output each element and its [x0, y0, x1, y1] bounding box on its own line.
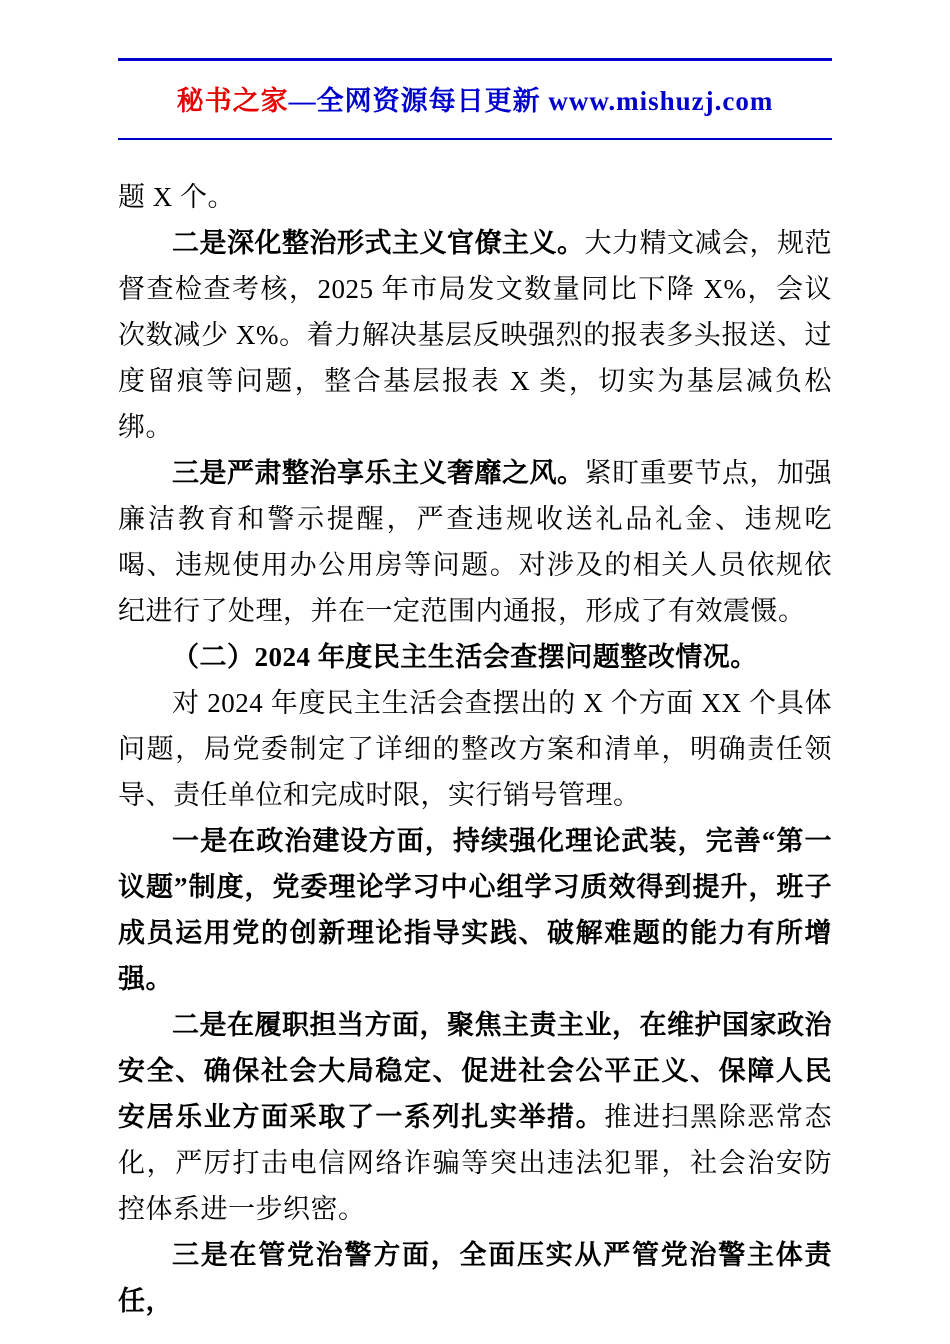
site-url-link[interactable]: www.mishuzj.com — [548, 86, 774, 116]
text-run: 紧盯重要节点，加强廉洁教育和警示提醒，严查违规收送礼品礼金、违规吃喝、违规使用办公用房等问题。对涉及的相关人员依规依纪进行了处理，并在一定范围内通报，形成了有效震慑。 — [118, 458, 832, 626]
paragraph — [118, 220, 832, 450]
bold-text-run: 三是严肃整治享乐主义奢靡之风。 — [172, 458, 585, 488]
document-body — [118, 174, 832, 1324]
bold-text-run: 二是在履职担当方面，聚焦主责主业，在维护国家政治安全、确保社会大局稳定、促进社会公平正义、保障人民安居乐业方面采取了一系列扎实举措。 — [118, 1010, 832, 1132]
paragraph — [118, 174, 832, 220]
bold-text-run: 二是深化整治形式主义官僚主义。 — [172, 228, 585, 258]
text-run: 对 2024 年度民主生活会查摆出的 X 个方面 XX 个具体问题，局党委制定了详细的整改方案和清单，明确责任领导、责任单位和完成时限，实行销号管理。 — [118, 688, 832, 810]
site-name: 秘书之家 — [176, 86, 289, 116]
bold-text-run: （二）2024 年度民主生活会查摆问题整改情况。 — [172, 642, 758, 672]
text-run: 大力精文减会，规范督查检查考核，2025 年市局发文数量同比下降 X%，会议次数减少 X%。着力解决基层反映强烈的报表多头报送、过度留痕等问题，整合基层报表 X 类，切实为基层减负松绑。 — [118, 228, 832, 442]
paragraph — [118, 634, 832, 680]
text-run: 推进扫黑除恶常态化，严厉打击电信网络诈骗等突出违法犯罪，社会治安防控体系进一步织密。 — [118, 1102, 833, 1224]
bold-text-run: 一是在政治建设方面，持续强化理论武装，完善“第一议题”制度，党委理论学习中心组学习质效得到提升，班子成员运用党的创新理论指导实践、破解难题的能力有所增强。 — [118, 826, 832, 994]
paragraph — [118, 1002, 832, 1232]
site-header — [118, 58, 832, 140]
paragraph — [118, 818, 832, 1002]
paragraph — [118, 1232, 832, 1324]
text-run: 题 X 个。 — [118, 182, 235, 212]
site-tagline: —全网资源每日更新 — [288, 86, 549, 116]
paragraph — [118, 680, 832, 818]
paragraph — [118, 450, 832, 634]
bold-text-run: 三是在管党治警方面，全面压实从严管党治警主体责任， — [118, 1240, 832, 1316]
